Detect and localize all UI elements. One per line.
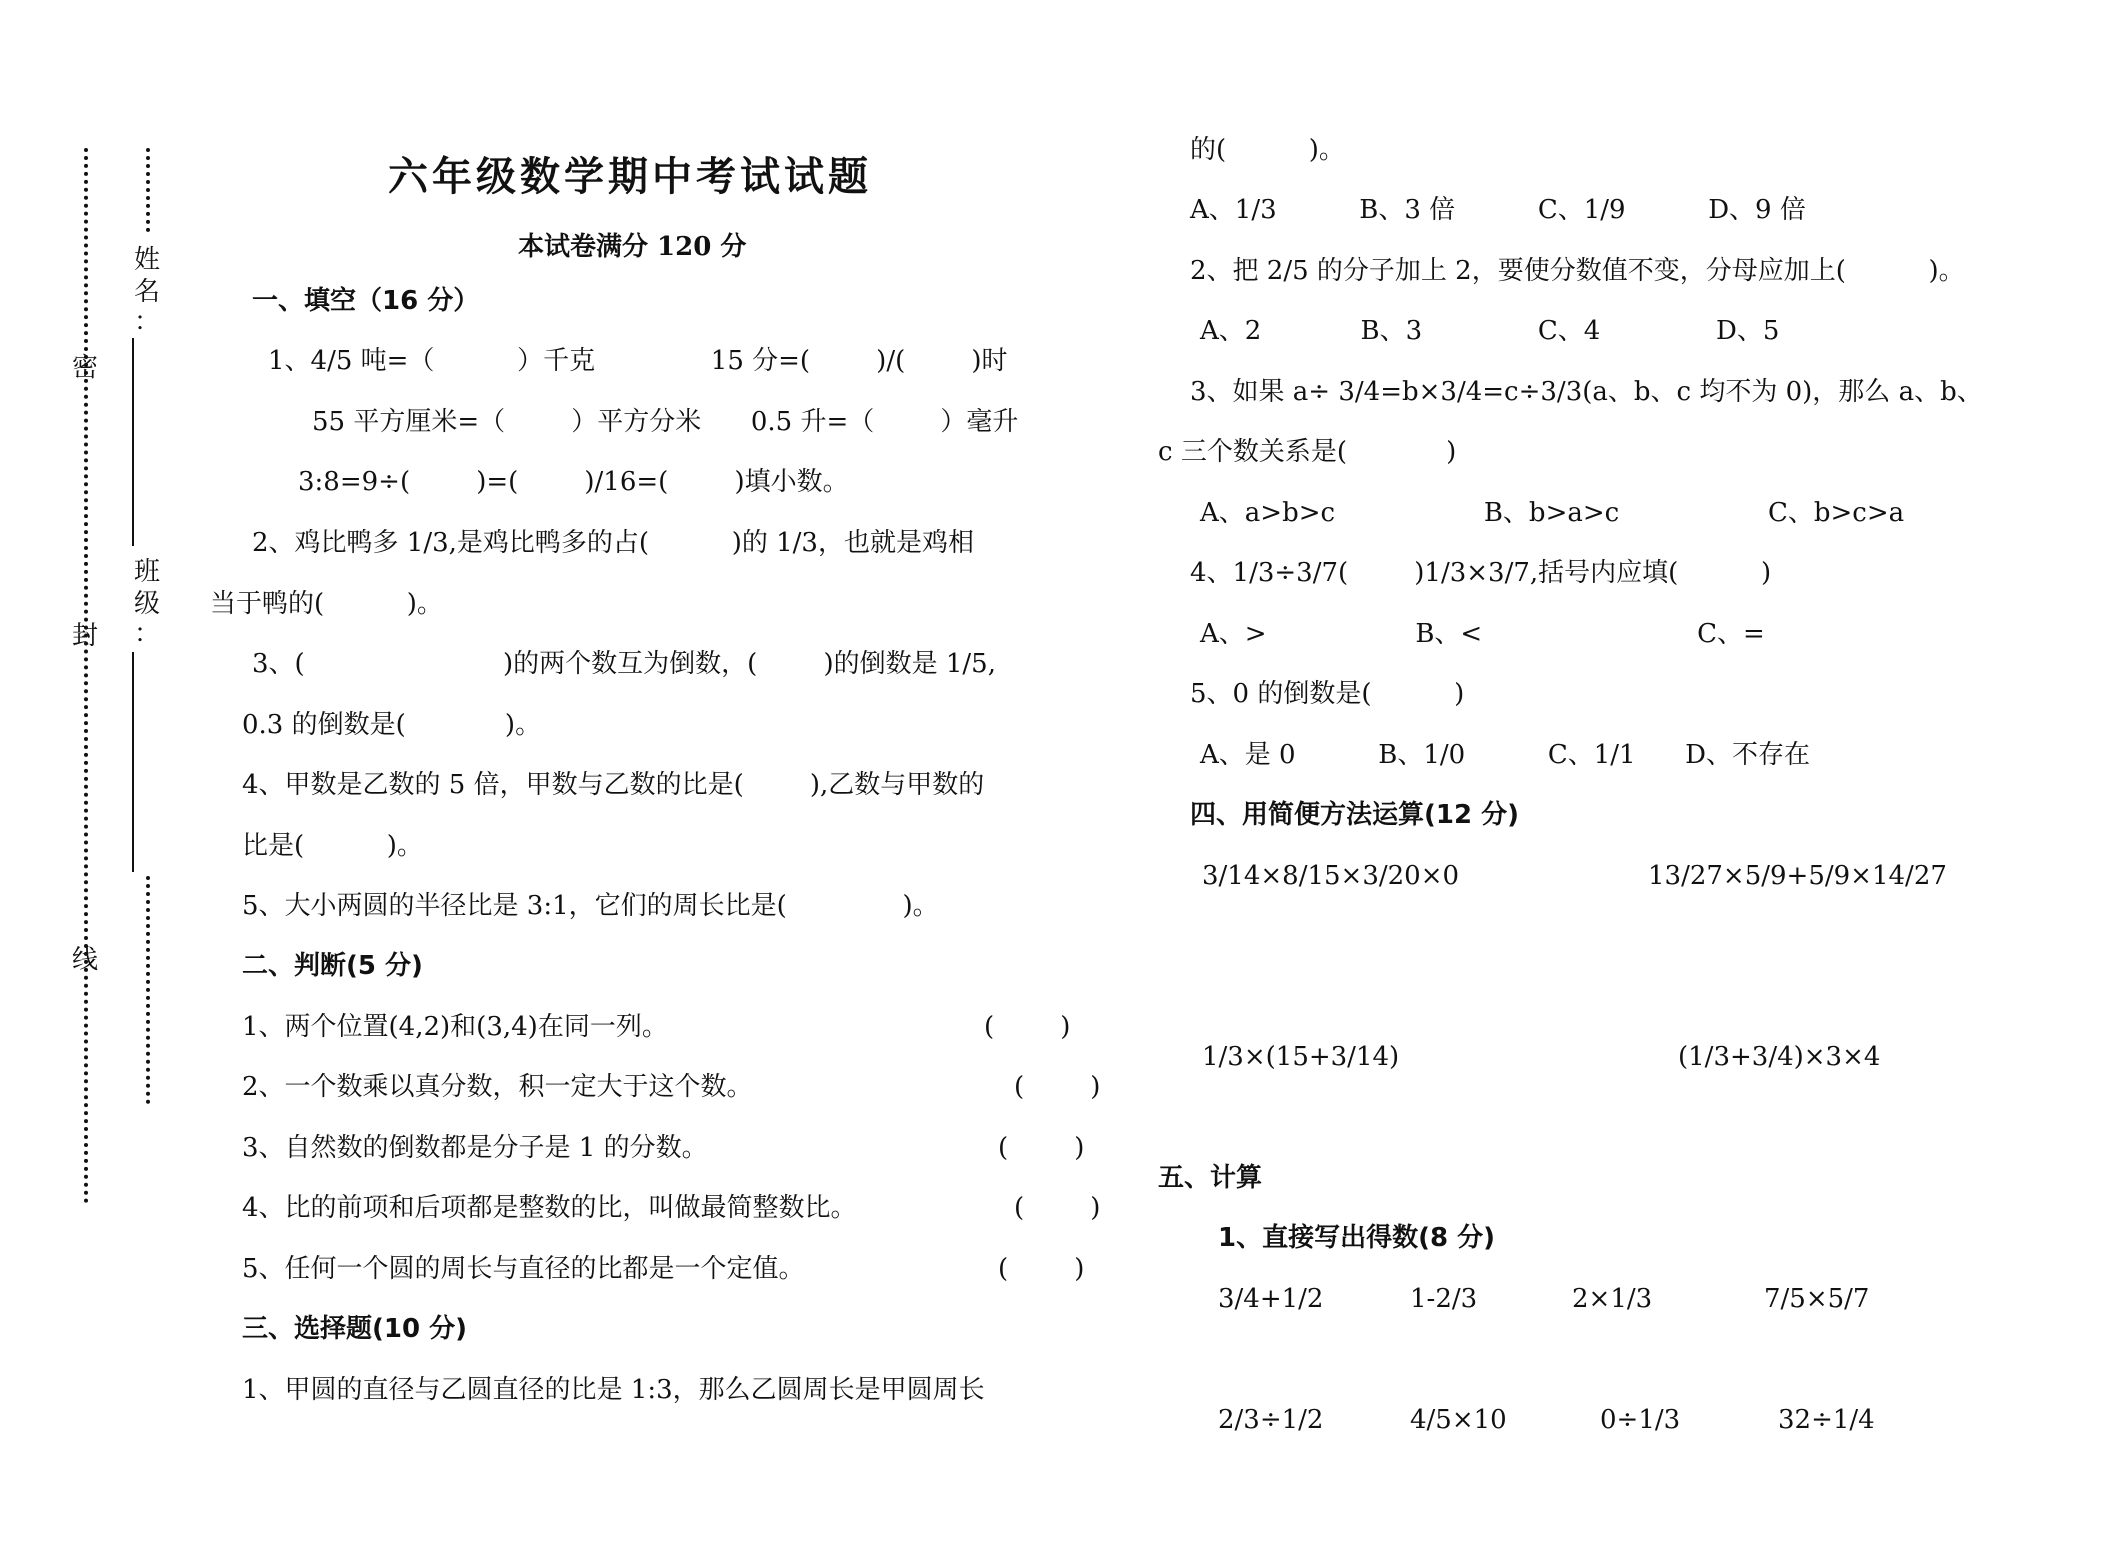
question-4-line-2: 比是( )。 bbox=[242, 831, 423, 861]
mental-math-1: 3/4+1/2 bbox=[1218, 1284, 1324, 1314]
class-label-char: 班 bbox=[133, 557, 160, 587]
judgment-1-answer-box[interactable]: ( ) bbox=[984, 1012, 1071, 1042]
choice-3-line-2: c 三个数关系是( ) bbox=[1158, 437, 1457, 467]
inner-dotted-line-top bbox=[146, 148, 150, 232]
choice-1-options: A、1/3 B、3 倍 C、1/9 D、9 倍 bbox=[1190, 195, 1806, 225]
class-label-char: 级 bbox=[133, 589, 160, 619]
question-4-line-1: 4、甲数是乙数的 5 倍，甲数与乙数的比是( ),乙数与甲数的 bbox=[242, 770, 985, 800]
question-5: 5、大小两圆的半径比是 3:1，它们的周长比是( )。 bbox=[242, 891, 939, 921]
judgment-2-answer-box[interactable]: ( ) bbox=[1014, 1072, 1101, 1102]
choice-3-line-1: 3、如果 a÷ 3/4=b×3/4=c÷3/3(a、b、c 均不为 0)，那么 a、b、 bbox=[1190, 377, 1983, 407]
question-1-line-2: 55 平方厘米=（ ）平方分米 0.5 升=（ ）毫升 bbox=[312, 407, 1019, 437]
seal-char-xian: 线 bbox=[71, 945, 98, 975]
choice-1-line-1: 1、甲圆的直径与乙圆直径的比是 1:3，那么乙圆周长是甲圆周长 bbox=[242, 1375, 985, 1405]
judgment-5-answer-box[interactable]: ( ) bbox=[998, 1254, 1085, 1284]
question-2-line-2: 当于鸭的( )。 bbox=[210, 589, 443, 619]
judgment-5: 5、任何一个圆的周长与直径的比都是一个定值。 bbox=[242, 1254, 805, 1284]
simplify-problem-2: 13/27×5/9+5/9×14/27 bbox=[1648, 861, 1947, 891]
question-3-line-1: 3、( )的两个数互为倒数，( )的倒数是 1/5, bbox=[252, 649, 996, 679]
name-field-line[interactable] bbox=[132, 338, 134, 546]
choice-2: 2、把 2/5 的分子加上 2，要使分数值不变，分母应加上( )。 bbox=[1190, 256, 1965, 286]
section-calculate-heading: 五、计算 bbox=[1158, 1163, 1263, 1193]
inner-dotted-line-bottom bbox=[146, 876, 150, 1104]
mental-math-8: 32÷1/4 bbox=[1778, 1405, 1875, 1435]
seal-char-feng: 封 bbox=[71, 621, 98, 651]
judgment-4: 4、比的前项和后项都是整数的比，叫做最简整数比。 bbox=[242, 1193, 857, 1223]
mental-math-6: 4/5×10 bbox=[1410, 1405, 1507, 1435]
name-label-char: 姓 bbox=[133, 245, 160, 275]
question-3-line-2: 0.3 的倒数是( )。 bbox=[242, 710, 542, 740]
question-1-line-3: 3:8=9÷( )=( )/16=( )填小数。 bbox=[298, 467, 849, 497]
choice-5-options: A、是 0 B、1/0 C、1/1 D、不存在 bbox=[1200, 740, 1810, 770]
name-label-char: 名 bbox=[133, 277, 160, 307]
section-judgment-heading: 二、判断(5 分) bbox=[242, 951, 423, 981]
choice-4: 4、1/3÷3/7( )1/3×3/7,括号内应填( ) bbox=[1190, 558, 1772, 588]
outer-dotted-line bbox=[84, 148, 88, 1204]
judgment-3-answer-box[interactable]: ( ) bbox=[998, 1133, 1085, 1163]
mental-math-5: 2/3÷1/2 bbox=[1218, 1405, 1324, 1435]
class-label-char: ： bbox=[133, 619, 160, 649]
question-1-line-1: 1、4/5 吨=（ ）千克 15 分=( )/( )时 bbox=[268, 346, 1008, 376]
section-simplify-heading: 四、用简便方法运算(12 分) bbox=[1190, 800, 1519, 830]
subsection-mental-math-heading: 1、直接写出得数(8 分) bbox=[1218, 1223, 1495, 1253]
mental-math-7: 0÷1/3 bbox=[1600, 1405, 1681, 1435]
choice-4-options: A、> B、< C、= bbox=[1200, 619, 1765, 649]
judgment-3: 3、自然数的倒数都是分子是 1 的分数。 bbox=[242, 1133, 708, 1163]
simplify-problem-1: 3/14×8/15×3/20×0 bbox=[1202, 861, 1460, 891]
class-field-line[interactable] bbox=[132, 652, 134, 872]
name-label-char: ： bbox=[133, 307, 160, 337]
judgment-4-answer-box[interactable]: ( ) bbox=[1014, 1193, 1101, 1223]
simplify-problem-4: (1/3+3/4)×3×4 bbox=[1678, 1042, 1881, 1072]
simplify-problem-3: 1/3×(15+3/14) bbox=[1202, 1042, 1400, 1072]
mental-math-2: 1-2/3 bbox=[1410, 1284, 1478, 1314]
choice-1-line-2: 的( )。 bbox=[1190, 135, 1345, 165]
choice-3-options: A、a>b>c B、b>a>c C、b>c>a bbox=[1200, 498, 1905, 528]
choice-2-options: A、2 B、3 C、4 D、5 bbox=[1200, 316, 1780, 346]
section-fill-blank-heading: 一、填空（16 分） bbox=[252, 286, 480, 316]
mental-math-4: 7/5×5/7 bbox=[1764, 1284, 1870, 1314]
exam-title: 六年级数学期中考试试题 bbox=[388, 153, 872, 200]
question-2-line-1: 2、鸡比鸭多 1/3,是鸡比鸭多的占( )的 1/3，也就是鸡相 bbox=[252, 528, 974, 558]
exam-subtitle: 本试卷满分 120 分 bbox=[518, 232, 747, 262]
judgment-1: 1、两个位置(4,2)和(3,4)在同一列。 bbox=[242, 1012, 668, 1042]
mental-math-3: 2×1/3 bbox=[1572, 1284, 1653, 1314]
choice-5: 5、0 的倒数是( ) bbox=[1190, 679, 1465, 709]
seal-char-mi: 密 bbox=[71, 353, 98, 383]
section-choice-heading: 三、选择题(10 分) bbox=[242, 1314, 467, 1344]
judgment-2: 2、一个数乘以真分数，积一定大于这个数。 bbox=[242, 1072, 753, 1102]
